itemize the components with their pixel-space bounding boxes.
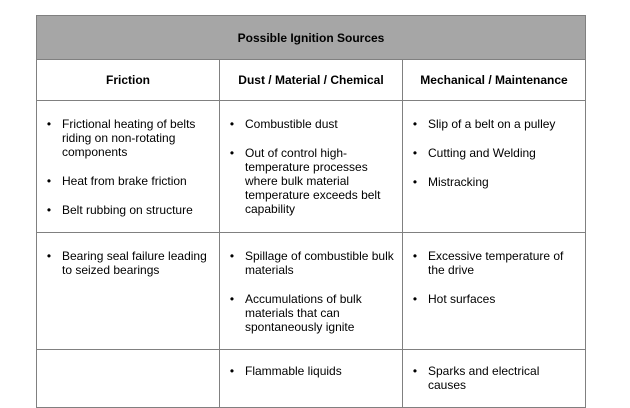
bullet-icon: •	[46, 174, 52, 188]
bullet-list	[220, 233, 402, 334]
table-row	[37, 233, 586, 350]
table-cell	[403, 350, 586, 408]
bullet-icon: •	[412, 364, 418, 378]
list-item-text: Frictional heating of belts riding on non-rotating components	[62, 117, 196, 159]
list-item	[44, 203, 211, 217]
list-item	[227, 292, 394, 334]
list-item-text: Belt rubbing on structure	[62, 203, 193, 217]
list-item-text: Accumulations of bulk materials that can spontaneously ignite	[245, 292, 362, 334]
table-cell-empty	[37, 350, 220, 408]
bullet-icon: •	[46, 249, 52, 263]
bullet-list	[403, 233, 585, 306]
list-item-text: Spillage of combustible bulk materials	[245, 249, 394, 277]
table-row	[37, 101, 586, 233]
table-cell	[403, 101, 586, 233]
list-item-text: Heat from brake friction	[62, 174, 187, 188]
bullet-icon: •	[229, 117, 235, 131]
bullet-icon: •	[229, 364, 235, 378]
bullet-icon: •	[412, 249, 418, 263]
bullet-icon: •	[412, 292, 418, 306]
table-row	[37, 350, 586, 408]
table-cell	[220, 233, 403, 350]
table-cell	[220, 350, 403, 408]
list-item-text: Excessive temperature of the drive	[428, 249, 564, 277]
bullet-icon: •	[46, 203, 52, 217]
list-item	[410, 292, 577, 306]
table-title: Possible Ignition Sources	[37, 16, 586, 60]
list-item	[44, 249, 211, 277]
bullet-icon: •	[412, 146, 418, 160]
list-item-text: Cutting and Welding	[428, 146, 536, 160]
list-item-text: Out of control high-temperature processes where bulk material temperature exceeds belt capability	[245, 146, 381, 216]
list-item	[410, 146, 577, 160]
bullet-list	[37, 101, 219, 217]
table-cell	[403, 233, 586, 350]
list-item	[44, 117, 211, 159]
table-cell	[37, 101, 220, 233]
bullet-list	[403, 101, 585, 189]
table-cell	[37, 233, 220, 350]
bullet-icon: •	[412, 175, 418, 189]
column-header-friction: Friction	[37, 60, 220, 101]
bullet-list	[403, 350, 585, 392]
column-header-mechanical-maintenance: Mechanical / Maintenance	[403, 60, 586, 101]
table-cell	[220, 101, 403, 233]
list-item	[227, 117, 394, 131]
list-item	[410, 364, 577, 392]
bullet-list	[220, 350, 402, 378]
list-item-text: Mistracking	[428, 175, 489, 189]
bullet-icon: •	[412, 117, 418, 131]
list-item	[410, 175, 577, 189]
list-item	[227, 146, 394, 216]
bullet-icon: •	[229, 249, 235, 263]
list-item-text: Flammable liquids	[245, 364, 342, 378]
bullet-list	[220, 101, 402, 216]
list-item-text: Combustible dust	[245, 117, 338, 131]
column-header-dust-material-chemical: Dust / Material / Chemical	[220, 60, 403, 101]
bullet-icon: •	[229, 292, 235, 306]
list-item-text: Hot surfaces	[428, 292, 496, 306]
bullet-list	[37, 233, 219, 277]
list-item	[44, 174, 211, 188]
list-item	[227, 249, 394, 277]
list-item	[227, 364, 394, 378]
list-item-text: Slip of a belt on a pulley	[428, 117, 556, 131]
list-item-text: Bearing seal failure leading to seized bearings	[62, 249, 207, 277]
bullet-icon: •	[229, 146, 235, 160]
list-item	[410, 117, 577, 131]
list-item	[410, 249, 577, 277]
ignition-sources-table	[36, 15, 586, 408]
list-item-text: Sparks and electrical causes	[428, 364, 540, 392]
bullet-icon: •	[46, 117, 52, 131]
